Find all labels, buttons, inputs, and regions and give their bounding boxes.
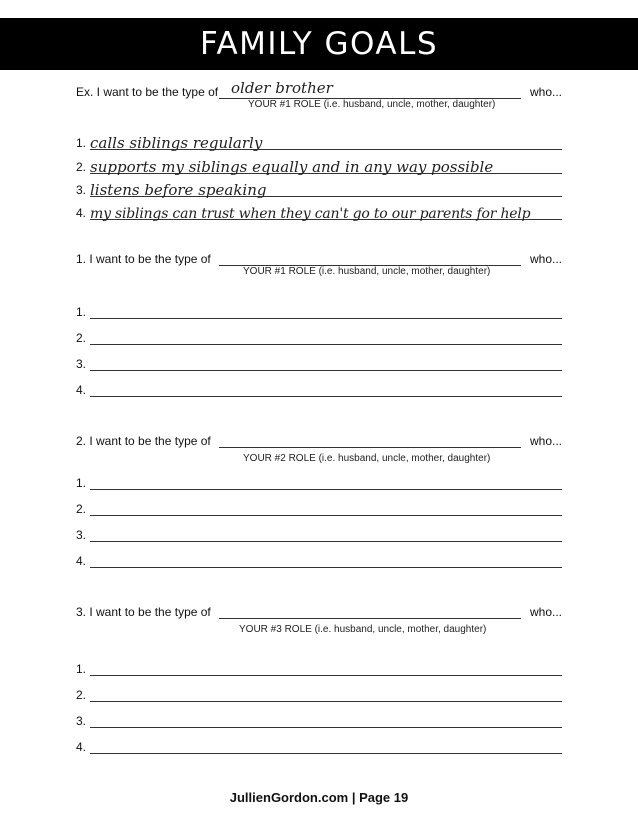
line-number: 3. — [76, 714, 87, 728]
section-1-line-3[interactable] — [76, 354, 562, 374]
answer-line[interactable] — [90, 736, 562, 754]
example-line-2[interactable] — [76, 157, 562, 177]
example-line-4[interactable] — [76, 203, 562, 223]
section-1-role-field[interactable] — [219, 248, 521, 266]
section-2-line-2[interactable] — [76, 499, 562, 519]
section-3-line-3[interactable] — [76, 711, 562, 731]
line-number: 4. — [76, 740, 87, 754]
answer-line[interactable] — [90, 301, 562, 319]
line-number: 2. — [76, 160, 87, 174]
example-answer-text: my siblings can trust when they can't go to our parents for help — [90, 206, 531, 222]
section-1-role-caption: YOUR #1 ROLE (i.e. husband, uncle, mother, daughter) — [243, 266, 491, 277]
answer-line[interactable] — [90, 379, 562, 397]
line-number: 4. — [76, 383, 87, 397]
section-2-line-3[interactable] — [76, 525, 562, 545]
section-2-prompt-row — [76, 431, 562, 451]
section-1-line-1[interactable] — [76, 302, 562, 322]
example-answer-text: calls siblings regularly — [90, 134, 263, 152]
section-2-role-field[interactable] — [219, 430, 521, 448]
section-3-prompt-row — [76, 602, 562, 622]
section-1-who-label: who... — [529, 252, 562, 266]
section-1-line-2[interactable] — [76, 328, 562, 348]
line-number: 1. — [76, 476, 87, 490]
line-number: 3. — [76, 528, 87, 542]
example-role-field[interactable] — [219, 81, 521, 99]
example-line-3[interactable] — [76, 180, 562, 200]
line-number: 1. — [76, 662, 87, 676]
section-3-prompt-label: 3. I want to be the type of — [76, 605, 211, 619]
line-number: 3. — [76, 183, 87, 197]
line-number: 4. — [76, 206, 87, 220]
line-number: 2. — [76, 502, 87, 516]
example-answer-text: supports my siblings equally and in any way possible — [90, 158, 494, 176]
line-number: 3. — [76, 357, 87, 371]
example-line-1[interactable] — [76, 133, 562, 153]
section-3-line-4[interactable] — [76, 737, 562, 757]
example-role-caption: YOUR #1 ROLE (i.e. husband, uncle, mother, daughter) — [248, 99, 496, 110]
answer-line[interactable] — [90, 684, 562, 702]
line-number: 2. — [76, 331, 87, 345]
section-2-line-1[interactable] — [76, 473, 562, 493]
line-number: 1. — [76, 136, 87, 150]
section-1-prompt-label: 1. I want to be the type of — [76, 252, 211, 266]
title-banner — [0, 18, 638, 70]
answer-line[interactable] — [90, 658, 562, 676]
answer-line[interactable] — [90, 524, 562, 542]
example-who-label: who... — [529, 85, 562, 99]
answer-line[interactable] — [90, 327, 562, 345]
page-footer: JullienGordon.com | Page 19 — [229, 790, 409, 805]
example-prompt-label: Ex. I want to be the type of — [76, 85, 219, 99]
example-role-value: older brother — [231, 79, 333, 97]
page-title: FAMILY GOALS — [199, 26, 439, 62]
answer-line[interactable] — [90, 550, 562, 568]
answer-line[interactable] — [90, 353, 562, 371]
answer-line[interactable] — [90, 710, 562, 728]
section-2-prompt-label: 2. I want to be the type of — [76, 434, 211, 448]
line-number: 1. — [76, 305, 87, 319]
answer-line[interactable] — [90, 498, 562, 516]
section-1-line-4[interactable] — [76, 380, 562, 400]
answer-line[interactable] — [90, 472, 562, 490]
section-3-who-label: who... — [529, 605, 562, 619]
section-2-line-4[interactable] — [76, 551, 562, 571]
section-2-who-label: who... — [529, 434, 562, 448]
section-3-line-1[interactable] — [76, 659, 562, 679]
example-answer-text: listens before speaking — [90, 181, 267, 199]
section-3-role-field[interactable] — [219, 601, 521, 619]
section-3-line-2[interactable] — [76, 685, 562, 705]
line-number: 4. — [76, 554, 87, 568]
section-2-role-caption: YOUR #2 ROLE (i.e. husband, uncle, mother, daughter) — [243, 453, 491, 464]
section-3-role-caption: YOUR #3 ROLE (i.e. husband, uncle, mother, daughter) — [239, 624, 487, 635]
line-number: 2. — [76, 688, 87, 702]
